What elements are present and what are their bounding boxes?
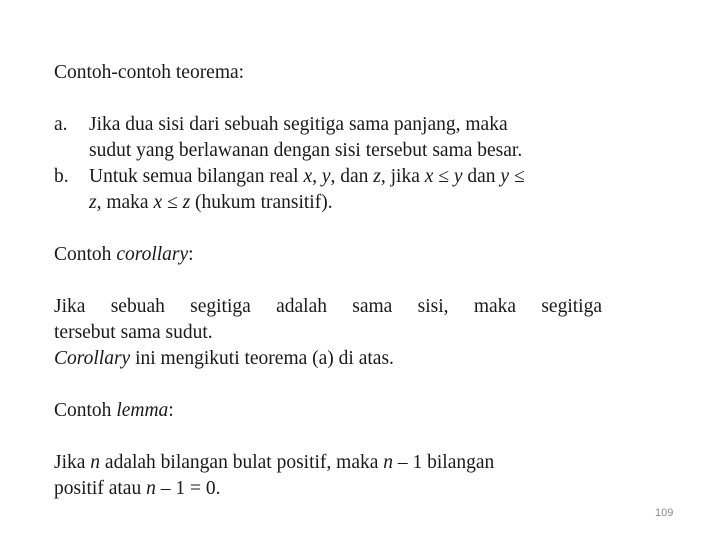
lemma-line-2 — [54, 476, 602, 502]
slide-content — [54, 60, 602, 502]
lemma-heading — [54, 398, 602, 424]
text-run: Jika dua sisi dari sebuah segitiga sama panjang, maka — [89, 114, 508, 135]
math-variable: z — [89, 192, 97, 213]
spacer — [54, 216, 602, 242]
heading-prefix: Contoh — [54, 400, 117, 421]
math-variable: n — [90, 452, 101, 473]
text-run: sudut yang berlawanan dengan sisi tersebut sama besar. — [89, 140, 523, 161]
spacer — [54, 268, 602, 294]
heading-suffix: : — [188, 244, 194, 265]
heading-term: lemma — [116, 400, 169, 421]
theorem-item-a — [54, 112, 602, 164]
corollary-line-1: Jika sebuah segitiga adalah sama sisi, maka segitiga — [54, 296, 602, 317]
text-line — [89, 190, 602, 216]
heading-prefix: Contoh — [54, 244, 117, 265]
spacer — [54, 372, 602, 398]
text-run: dan — [462, 166, 501, 187]
math-variable: n — [146, 478, 156, 499]
math-variable: x — [424, 166, 434, 187]
note-term: Corollary — [54, 348, 131, 369]
lemma-line-1 — [54, 450, 602, 476]
list-marker: b. — [54, 166, 69, 187]
theorem-item-b — [54, 164, 602, 216]
page-number: 109 — [655, 507, 674, 519]
text-line — [89, 138, 602, 164]
text-line — [89, 164, 602, 190]
heading-term: corollary — [116, 244, 189, 265]
text-run: – 1 = 0. — [155, 478, 221, 499]
text-run: ≤ — [162, 192, 183, 213]
math-variable: x — [153, 192, 163, 213]
text-run: – 1 bilangan — [393, 452, 495, 473]
math-variable: x — [303, 166, 313, 187]
text-run: , maka — [96, 192, 154, 213]
math-variable: y — [321, 166, 331, 187]
math-variable: y — [500, 166, 510, 187]
math-variable: z — [182, 192, 191, 213]
math-variable: z — [373, 166, 381, 187]
note-text: ini mengikuti teorema (a) di atas. — [130, 348, 394, 369]
spacer — [54, 86, 602, 112]
theorem-text — [89, 164, 602, 216]
corollary-note — [54, 346, 602, 372]
text-run: Untuk semua bilangan real — [89, 166, 304, 187]
text-run: ≤ — [433, 166, 454, 187]
text-run: , jika — [380, 166, 425, 187]
text-run: , dan — [330, 166, 374, 187]
text-line — [89, 112, 602, 138]
text-run: , — [312, 166, 322, 187]
text-run: (hukum transitif). — [190, 192, 333, 213]
text-run: adalah bilangan bulat positif, maka — [100, 452, 384, 473]
text-run: ≤ — [509, 166, 525, 187]
list-marker: a. — [54, 114, 68, 135]
heading-suffix: : — [168, 400, 174, 421]
spacer — [54, 424, 602, 450]
corollary-line-2: tersebut sama sudut. — [54, 322, 213, 343]
theorems-heading: Contoh-contoh teorema: — [54, 62, 245, 83]
math-variable: n — [383, 452, 394, 473]
corollary-heading — [54, 242, 602, 268]
text-run: Jika — [54, 452, 91, 473]
math-variable: y — [453, 166, 463, 187]
theorem-text — [89, 112, 602, 164]
text-run: positif atau — [54, 478, 147, 499]
